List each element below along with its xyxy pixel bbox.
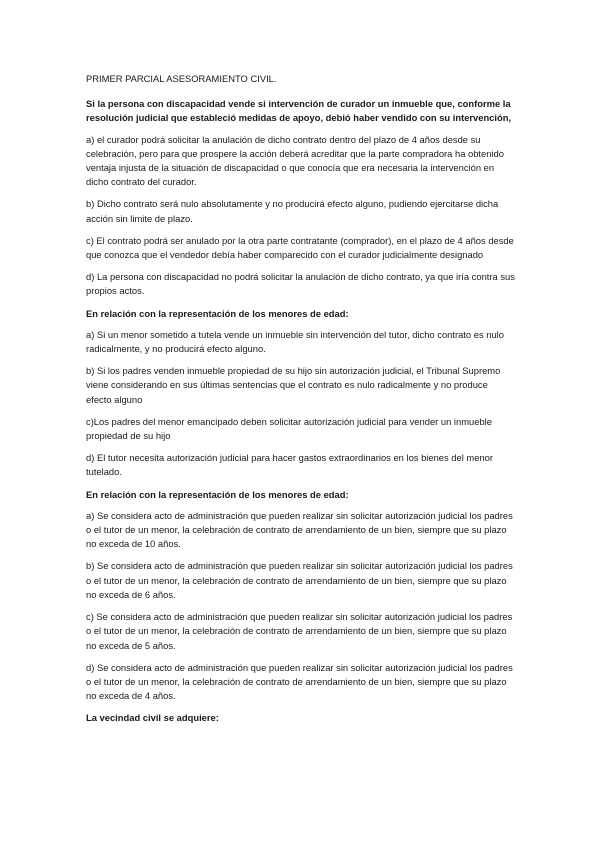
question-text: En relación con la representación de los menores de edad: xyxy=(86,307,349,319)
question-block-2 xyxy=(86,307,515,480)
question-block-4 xyxy=(86,711,515,725)
question-text: Si la persona con discapacidad vende si intervención de curador un inmueble que, conforme la resolución judicial que estableció medidas de apoyo, debió haber vendido con su intervención, xyxy=(86,98,512,124)
document-title: PRIMER PARCIAL ASESORAMIENTO CIVIL. xyxy=(86,73,277,84)
answer-option-c: c)Los padres del menor emancipado deben solicitar autorización judicial para vender un inmueble propiedad de su hijo xyxy=(86,415,492,442)
question-text: La vecindad civil se adquiere: xyxy=(86,712,219,724)
answer-option-d: d) La persona con discapacidad no podrá solicitar la anulación de dicho contrato, ya que iría contra sus propios actos. xyxy=(86,271,515,297)
answer-option-d: d) El tutor necesita autorización judicial para hacer gastos extraordinarios en los bienes del menor tutelado. xyxy=(86,452,493,478)
answer-option-c: c) El contrato podrá ser anulado por la otra parte contratante (comprador), en el plazo de 4 años desde que conozca que el vendedor debía haber comparecido con el curador judicialmente designado xyxy=(86,234,514,261)
question-text: En relación con la representación de los menores de edad: xyxy=(86,488,349,500)
question-block-3 xyxy=(86,488,515,704)
answer-option-b: b) Si los padres venden inmueble propiedad de su hijo sin autorización judicial, el Tribunal Supremo viene considerando en sus últimas sentencias que el contrato es nulo radicalmente y no produce efecto alguno xyxy=(86,365,501,405)
answer-option-b: b) Dicho contrato será nulo absolutamente y no producirá efecto alguno, pudiendo ejercitarse dicha acción sin limite de plazo. xyxy=(86,198,499,224)
answer-option-b: b) Se considera acto de administración que pueden realizar sin solicitar autorización judicial los padres o el tutor de un menor, la celebración de contrato de arrendamiento de un bien, siempre que su plazo no exceda de 6 años. xyxy=(86,560,513,600)
answer-option-a: a) el curador podrá solicitar la anulación de dicho contrato dentro del plazo de 4 años desde su celebración, pero para que prospere la acción deberá acreditar que la parte compradora ha obtenido ventaja injusta de la situación de discapacidad o que conocía que era necesaria la intervención en dicho contrato del curador. xyxy=(86,133,504,188)
answer-option-c: c) Se considera acto de administración que pueden realizar sin solicitar autorización judicial los padres o el tutor de un menor, la celebración de contrato de arrendamiento de un bien, siempre que su plazo no exceda de 5 años. xyxy=(86,611,513,651)
answer-option-a: a) Se considera acto de administración que pueden realizar sin solicitar autorización judicial los padres o el tutor de un menor, la celebración de contrato de arrendamiento de un bien, siempre que su plazo no exceda de 10 años. xyxy=(86,509,513,550)
answer-option-d: d) Se considera acto de administración que pueden realizar sin solicitar autorización judicial los padres o el tutor de un menor, la celebración de contrato de arrendamiento de un bien, siempre que su plazo no exceda de 4 años. xyxy=(86,661,513,702)
question-block-1 xyxy=(86,97,515,298)
answer-option-a: a) Si un menor sometido a tutela vende un inmueble sin intervención del tutor, dicho contrato es nulo radicalmente, y no producirá efecto alguno. xyxy=(86,328,504,355)
